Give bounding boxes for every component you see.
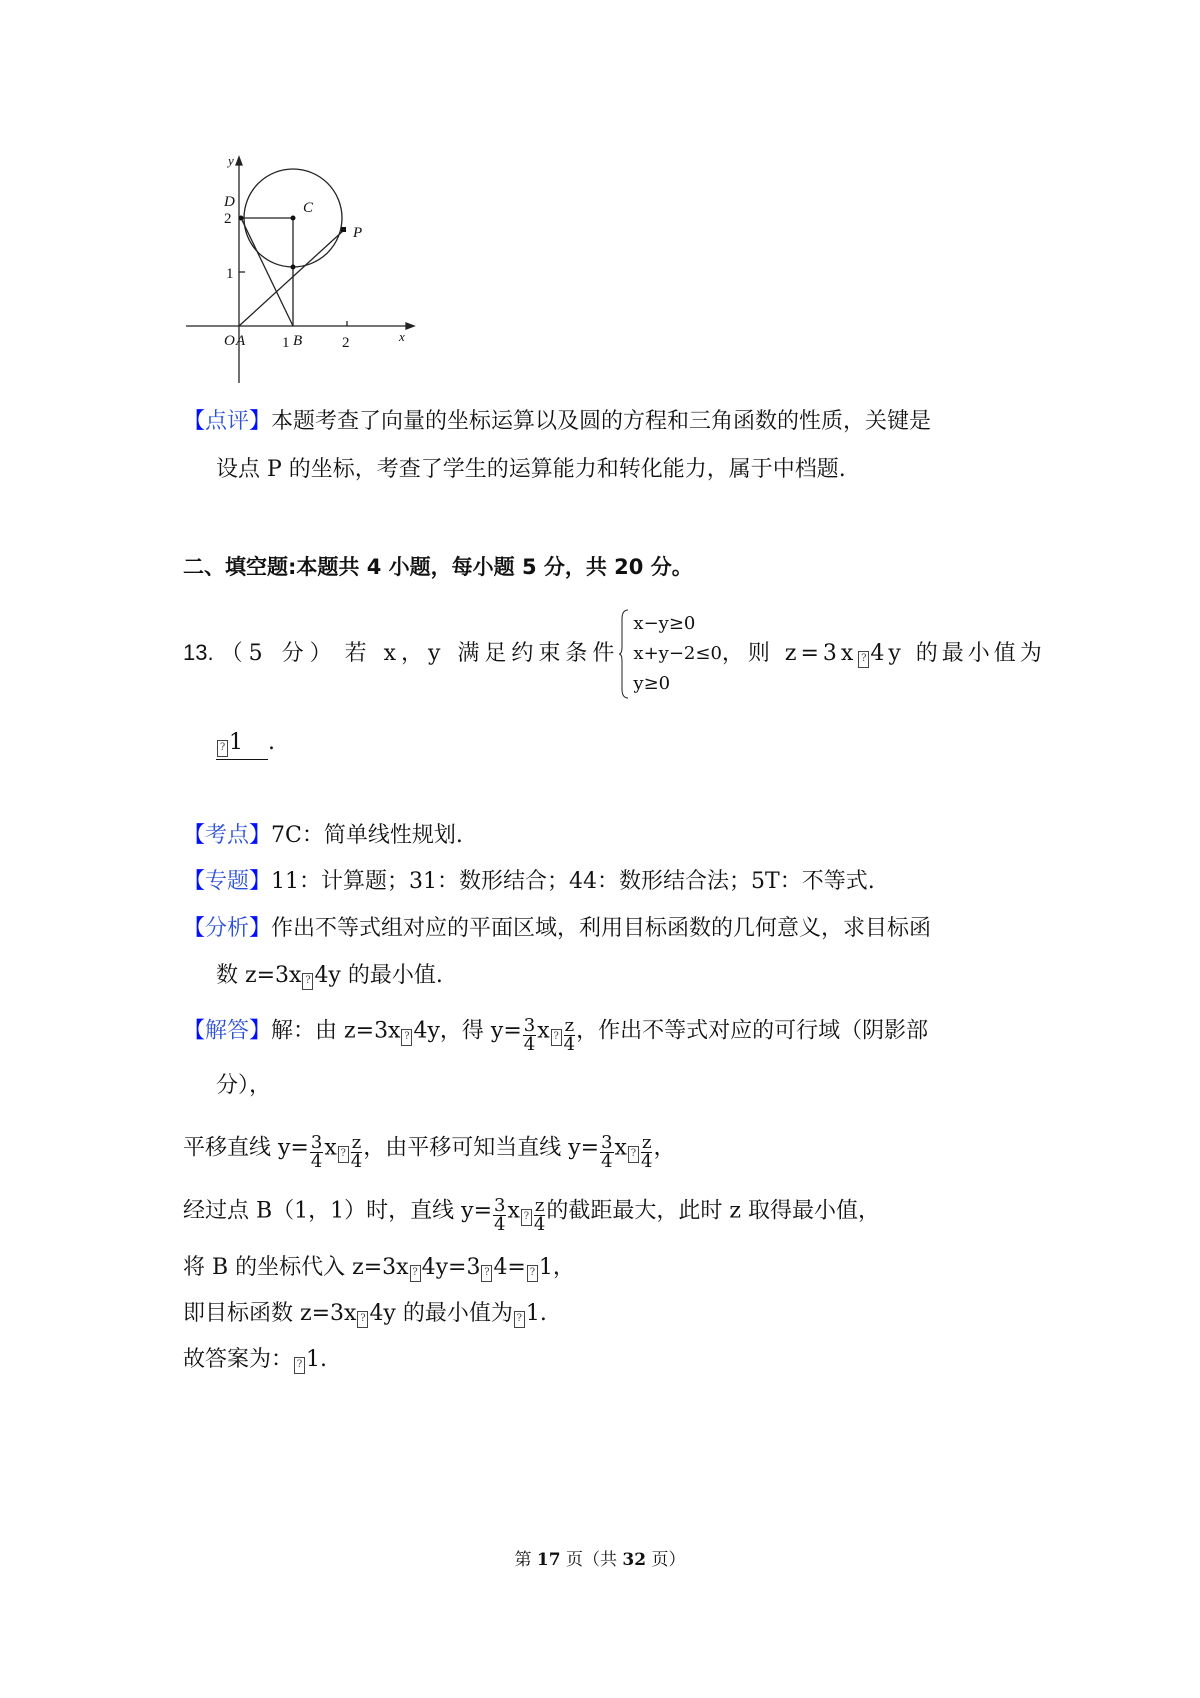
constraint-1: x−y≥0: [633, 613, 696, 634]
fraction-z-4: $\frac{z}{4}$: [640, 1132, 653, 1172]
label-o: O: [224, 333, 235, 349]
question-number: 13.: [183, 640, 214, 665]
current-page-number: 17: [536, 1550, 561, 1570]
var-x: x: [614, 1135, 627, 1161]
var-x: x: [507, 1198, 520, 1224]
review-line-1: 【点评】本题考查了向量的坐标运算以及圆的方程和三角函数的性质，关键是: [183, 409, 932, 434]
page-footer: [0, 1545, 1200, 1570]
answer-period: .: [268, 730, 275, 755]
constraint-2: x+y−2≤0: [633, 643, 722, 664]
fraction-z-4: $\frac{z}{4}$: [350, 1132, 363, 1172]
fraction-3-4: $\frac{3}{4}$: [523, 1015, 536, 1055]
solution-text: ，: [653, 1135, 676, 1161]
tick-label-y-2: 2: [224, 211, 232, 227]
segment-db: [241, 218, 293, 326]
solution-text: 1.: [525, 1301, 547, 1326]
solution-line-7: [183, 1344, 1028, 1376]
x-axis-arrow-icon: [406, 323, 414, 329]
solution-line-4: [183, 1193, 1028, 1235]
solution-text: 的截距最大，此时 z 取得最小值，: [546, 1198, 880, 1224]
fraction-3-4: $\frac{3}{4}$: [310, 1132, 323, 1172]
missing-glyph-icon: ?: [527, 1265, 538, 1282]
fenxi-text-2a: 数 z=3x: [216, 963, 302, 988]
zhuanti-line: 【专题】11：计算题；31：数形结合；44：数形结合法；5T：不等式.: [183, 869, 875, 894]
fraction-z-4: $\frac{z}{4}$: [533, 1195, 546, 1235]
geometry-figure: [178, 155, 418, 395]
var-x: x: [324, 1135, 337, 1161]
label-d: D: [224, 194, 235, 210]
total-page-count: 32: [622, 1550, 647, 1570]
solution-line-6: [183, 1298, 1028, 1330]
solution-text: 1.: [306, 1347, 328, 1372]
missing-glyph-icon: ?: [401, 1029, 412, 1046]
answer-line: [216, 727, 1061, 760]
review-text-2: 设点 P 的坐标，考查了学生的运算能力和转化能力，属于中档题.: [216, 457, 846, 482]
solution-line-3: [183, 1130, 1028, 1172]
kaodian-line: 【考点】7C：简单线性规划.: [183, 823, 463, 848]
label-p: P: [353, 225, 363, 241]
footer-mid: 页（共: [560, 1550, 623, 1570]
jieda-line-1: 【解答】解：由 z=3x ? 4y，得 y= $\frac{3}{4}$ x ? $\frac{z}{4}$ ，作出不等式对应的可行域（阴影部: [183, 1015, 929, 1055]
solution-text: 4y 的最小值为: [369, 1301, 513, 1326]
jieda-text-b: 4y，得 y=: [413, 1018, 522, 1044]
review-text-1: 本题考查了向量的坐标运算以及圆的方程和三角函数的性质，关键是: [271, 409, 932, 434]
question-stem-before: 若 x，y 满足约束条件: [344, 641, 620, 666]
missing-glyph-icon: ?: [858, 651, 869, 668]
solution-line-5: [183, 1252, 1028, 1284]
missing-glyph-icon: ?: [410, 1265, 421, 1282]
kaodian-tag: 考点: [205, 823, 250, 848]
fenxi-line-2: [216, 960, 1061, 992]
fraction-3-4: $\frac{3}{4}$: [494, 1195, 506, 1235]
jieda-tag: 解答: [205, 1018, 250, 1044]
zhuanti-tag: 专题: [205, 869, 250, 894]
missing-glyph-icon: ?: [302, 973, 313, 990]
solution-text: 将 B 的坐标代入 z=3x: [183, 1255, 409, 1280]
tick-label-y-1: 1: [226, 266, 234, 282]
section-heading: 二、填空题:本题共 4 小题，每小题 5 分，共 20 分。: [183, 555, 693, 579]
solution-text: 1，: [538, 1255, 575, 1280]
solution-text: 故答案为：: [183, 1347, 294, 1372]
solution-text: 平移直线 y=: [183, 1135, 309, 1161]
constraint-system: [619, 609, 721, 699]
missing-glyph-icon: ?: [338, 1146, 349, 1163]
review-line-2: [216, 454, 1061, 486]
tick-label-x-1: 1: [282, 335, 290, 351]
tick-label-x-2: 2: [342, 335, 350, 351]
fraction-z-4: $\frac{z}{4}$: [563, 1015, 576, 1055]
solution-text: 即目标函数 z=3x: [183, 1301, 357, 1326]
missing-glyph-icon: ?: [481, 1265, 492, 1282]
question-score: （5 分）: [220, 641, 338, 666]
missing-glyph-icon: ?: [551, 1029, 562, 1046]
solution-text: ，由平移可知当直线 y=: [363, 1135, 600, 1161]
footer-suffix: 页）: [646, 1550, 686, 1570]
zhuanti-text: 11：计算题；31：数形结合；44：数形结合法；5T：不等式.: [271, 869, 875, 894]
jieda-text-a: 解：由 z=3x: [271, 1018, 401, 1044]
footer-prefix: 第: [514, 1550, 537, 1570]
review-tag: 点评: [205, 409, 250, 434]
fenxi-text-2b: 4y 的最小值.: [314, 963, 443, 988]
label-c: C: [303, 200, 314, 216]
question-stem-after-1: ，则 z=3x: [721, 641, 858, 666]
missing-glyph-icon: ?: [357, 1311, 368, 1328]
jieda-line-2: 分），: [216, 1073, 272, 1098]
question-13: [183, 605, 1046, 700]
missing-glyph-icon: ?: [294, 1357, 305, 1374]
var-x: x: [537, 1018, 550, 1044]
point-d: [239, 216, 244, 221]
question-stem-after-2: 4y 的最小值为: [870, 641, 1046, 666]
missing-glyph-icon: ?: [217, 740, 228, 757]
y-axis-label: y: [228, 155, 234, 168]
x-axis-label: x: [399, 329, 405, 344]
missing-glyph-icon: ?: [514, 1311, 525, 1328]
point-tangent: [291, 265, 296, 270]
label-a: A: [236, 333, 246, 349]
fenxi-line-1: 【分析】作出不等式组对应的平面区域，利用目标函数的几何意义，求目标函: [183, 916, 932, 941]
missing-glyph-icon: ?: [628, 1146, 639, 1163]
segment-ap: [239, 230, 344, 326]
point-p: [341, 227, 346, 232]
fenxi-tag: 分析: [205, 916, 250, 941]
jieda-text-c: ，作出不等式对应的可行域（阴影部: [576, 1018, 929, 1044]
kaodian-text: 7C：简单线性规划.: [271, 823, 463, 848]
fenxi-text-1: 作出不等式组对应的平面区域，利用目标函数的几何意义，求目标函: [271, 916, 932, 941]
missing-glyph-icon: ?: [521, 1209, 532, 1226]
y-axis-arrow-icon: [236, 157, 242, 165]
label-b: B: [293, 333, 303, 349]
fraction-3-4: $\frac{3}{4}$: [601, 1132, 613, 1172]
left-brace-icon: [619, 609, 629, 699]
answer-blank: [216, 727, 268, 760]
solution-text: 4=: [493, 1255, 526, 1280]
solution-text: 经过点 B（1，1）时，直线 y=: [183, 1198, 493, 1224]
point-c: [291, 216, 296, 221]
solution-text: 4y=3: [421, 1255, 481, 1280]
constraint-3: y≥0: [633, 673, 671, 694]
answer-value: 1: [229, 730, 243, 755]
